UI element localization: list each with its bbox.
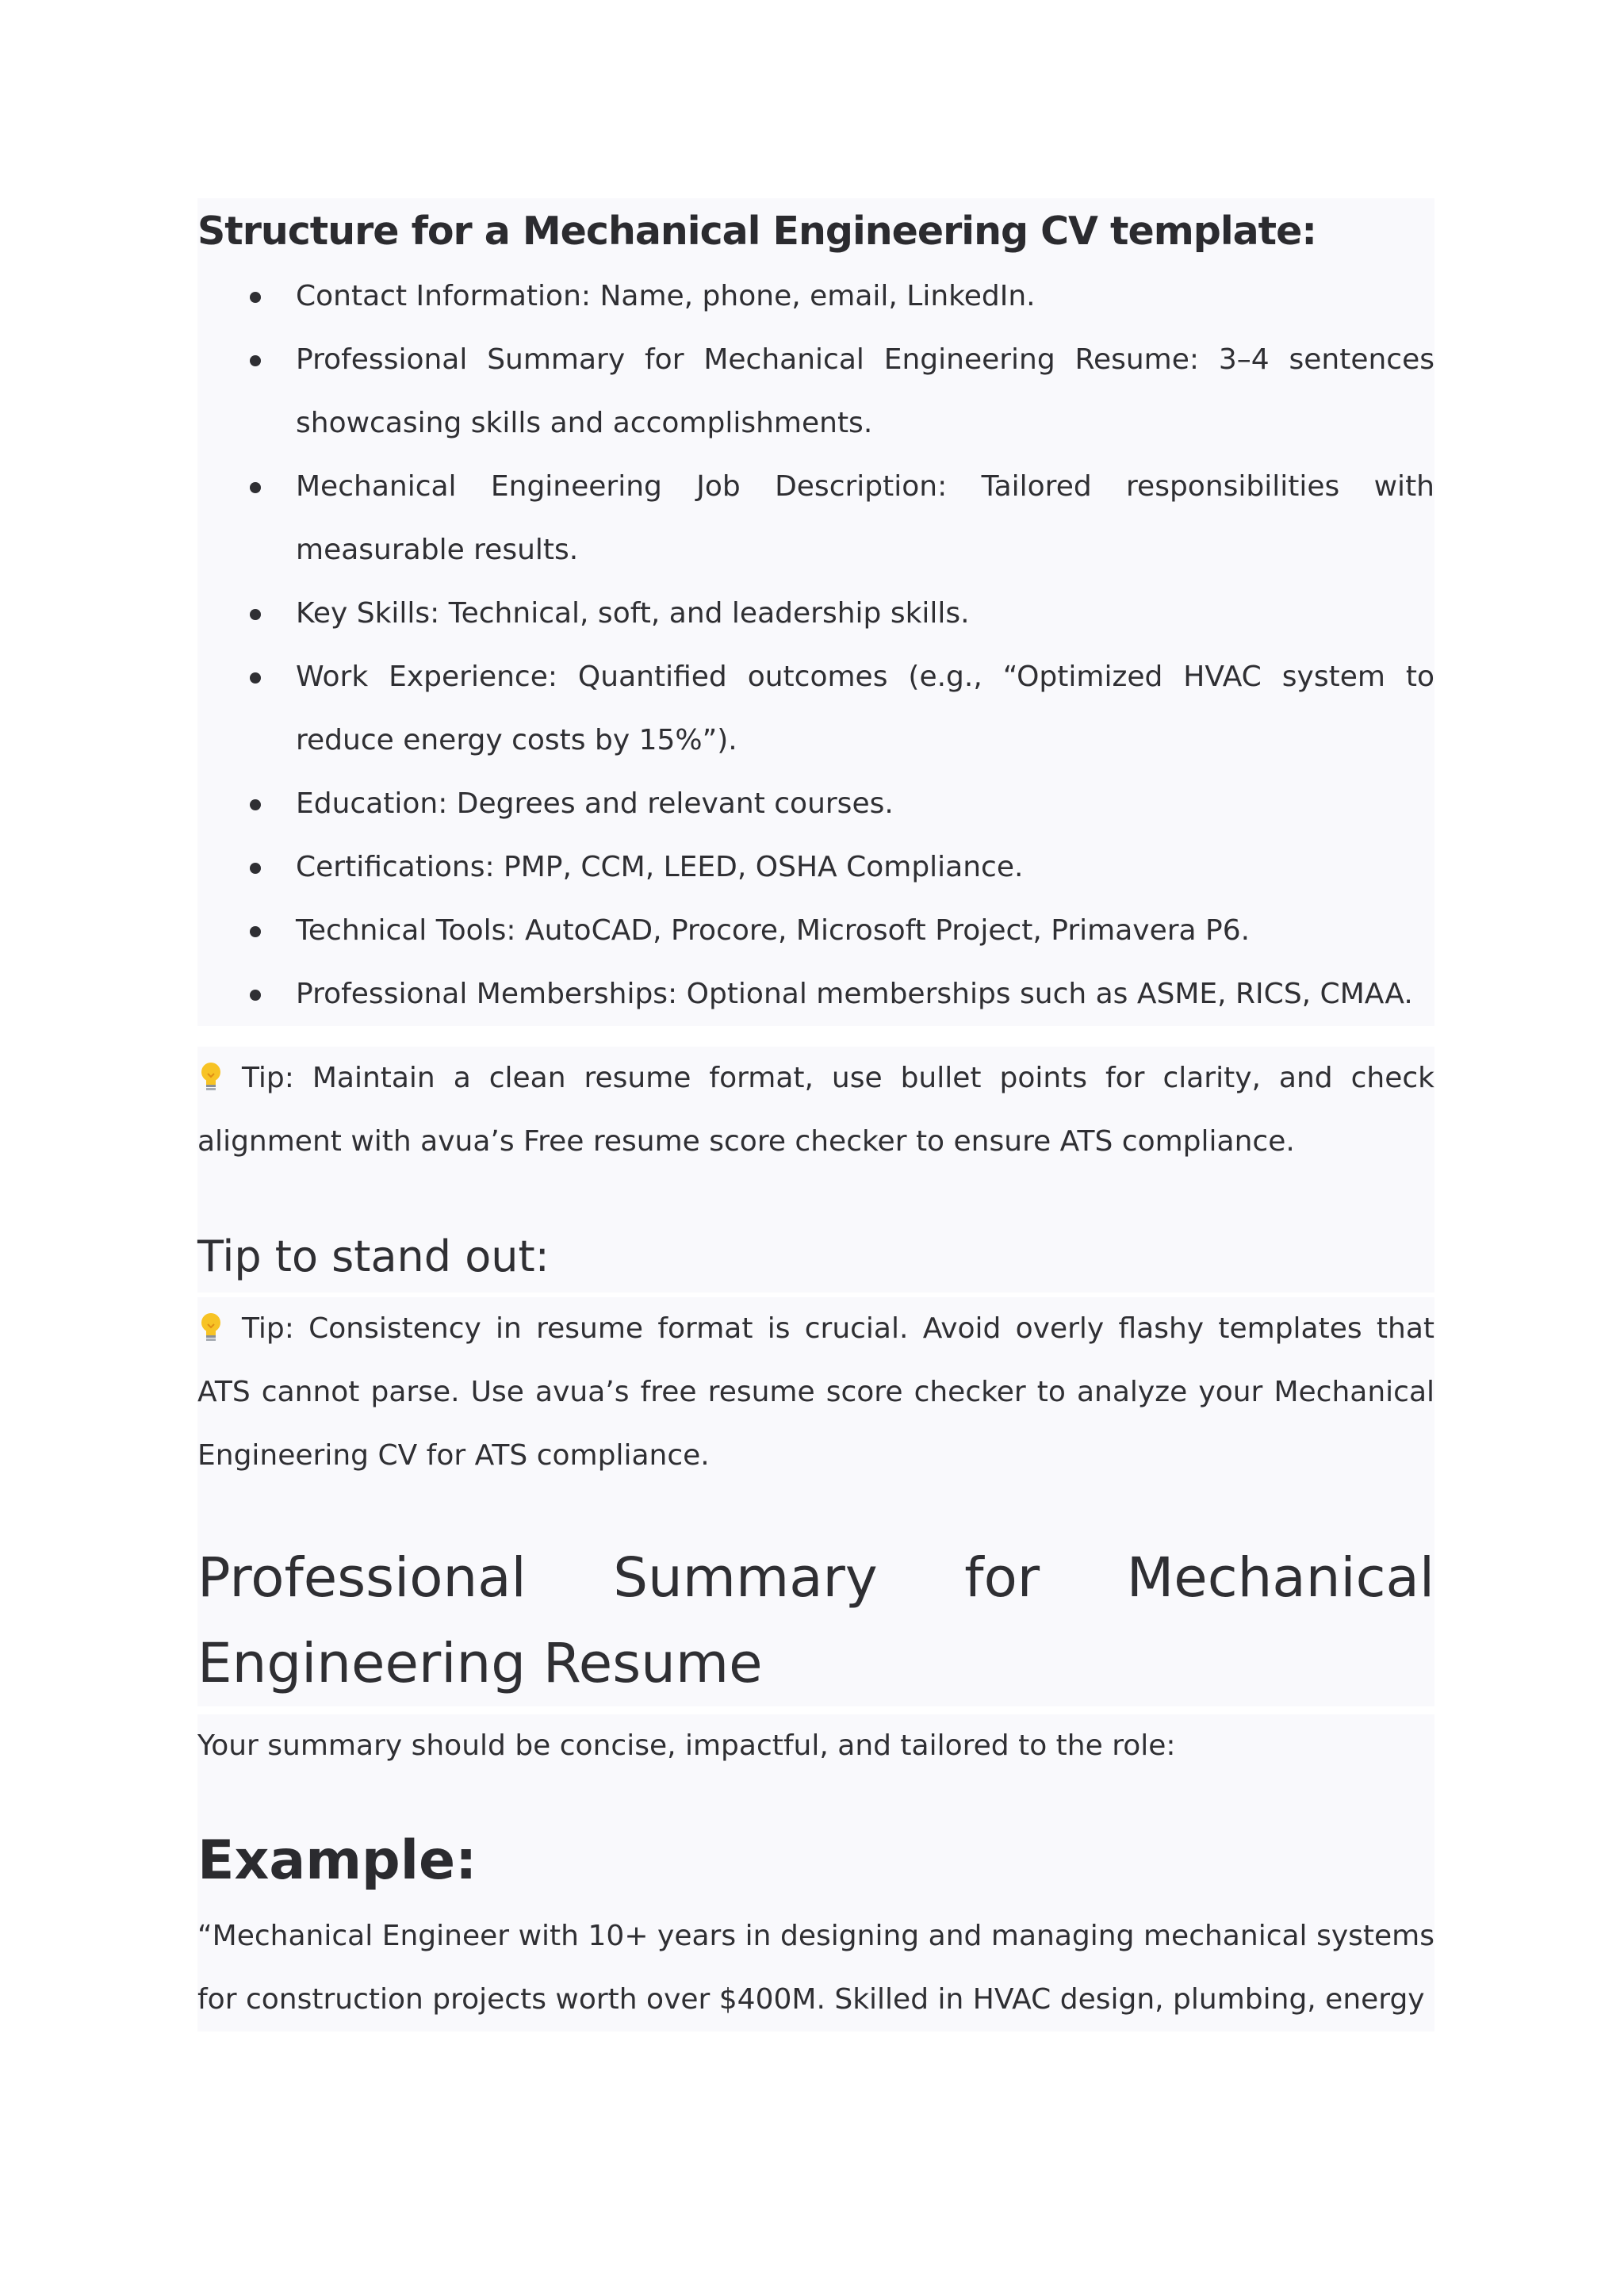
summary-heading: Professional Summary for Mechanical Engineering Resume <box>197 1535 1434 1706</box>
structure-tip <box>197 1047 1434 1174</box>
bullet-dot <box>250 990 261 1001</box>
spacer <box>197 1778 1434 1817</box>
list-item-text: Contact Information: Name, phone, email, LinkedIn. <box>296 280 1036 312</box>
list-item-text: Professional Summary for Mechanical Engineering Resume: 3–4 sentences showcasing skills and accomplishments. <box>296 343 1434 439</box>
bullet-dot <box>250 672 261 684</box>
spacer <box>197 1488 1434 1535</box>
standout-tip-text: Tip: Consistency in resume format is crucial. Avoid overly flashy templates that ATS cannot parse. Use avua’s free resume score checker to analyze your Mechanical Engineering CV for ATS compliance. <box>197 1312 1434 1472</box>
bullet-dot <box>250 292 261 303</box>
list-item-text: Certifications: PMP, CCM, LEED, OSHA Compliance. <box>296 851 1024 883</box>
structure-heading: Structure for a Mechanical Engineering CV template: <box>197 198 1434 265</box>
list-item <box>197 963 1434 1026</box>
list-item <box>197 836 1434 899</box>
list-item-text: Education: Degrees and relevant courses. <box>296 787 894 820</box>
list-item-text: Work Experience: Quantified outcomes (e.g., “Optimized HVAC system to reduce energy costs by 15%”). <box>296 661 1434 756</box>
list-item <box>197 645 1434 772</box>
light-bulb-icon <box>197 1311 224 1342</box>
list-item <box>197 582 1434 645</box>
structure-list <box>197 265 1434 1026</box>
bullet-dot <box>250 482 261 493</box>
list-item-text: Mechanical Engineering Job Description: Tailored responsibilities with measurable results. <box>296 470 1434 566</box>
list-item-text: Professional Memberships: Optional memberships such as ASME, RICS, CMAA. <box>296 978 1413 1010</box>
bullet-dot <box>250 355 261 366</box>
bullet-dot <box>250 926 261 937</box>
list-item <box>197 899 1434 963</box>
bullet-dot <box>250 799 261 810</box>
bullet-dot <box>250 863 261 874</box>
light-bulb-icon <box>197 1060 224 1092</box>
standout-tip <box>197 1297 1434 1488</box>
list-item <box>197 328 1434 455</box>
list-item-text: Technical Tools: AutoCAD, Procore, Microsoft Project, Primavera P6. <box>296 914 1251 947</box>
structure-tip-text: Tip: Maintain a clean resume format, use bullet points for clarity, and check alignment with avua’s Free resume score checker to ensure ATS compliance. <box>197 1062 1434 1158</box>
list-item-text: Key Skills: Technical, soft, and leadership skills. <box>296 597 970 630</box>
example-heading: Example: <box>197 1817 1434 1905</box>
summary-intro: Your summary should be concise, impactful, and tailored to the role: <box>197 1714 1434 1778</box>
list-item <box>197 772 1434 836</box>
spacer <box>197 1174 1434 1221</box>
example-text: “Mechanical Engineer with 10+ years in designing and managing mechanical systems for construction projects worth over $400M. Skilled in HVAC design, plumbing, energy <box>197 1905 1434 2032</box>
list-item <box>197 265 1434 328</box>
standout-heading: Tip to stand out: <box>197 1221 1434 1293</box>
list-item <box>197 455 1434 582</box>
bullet-dot <box>250 609 261 620</box>
document-page <box>197 198 1434 2032</box>
